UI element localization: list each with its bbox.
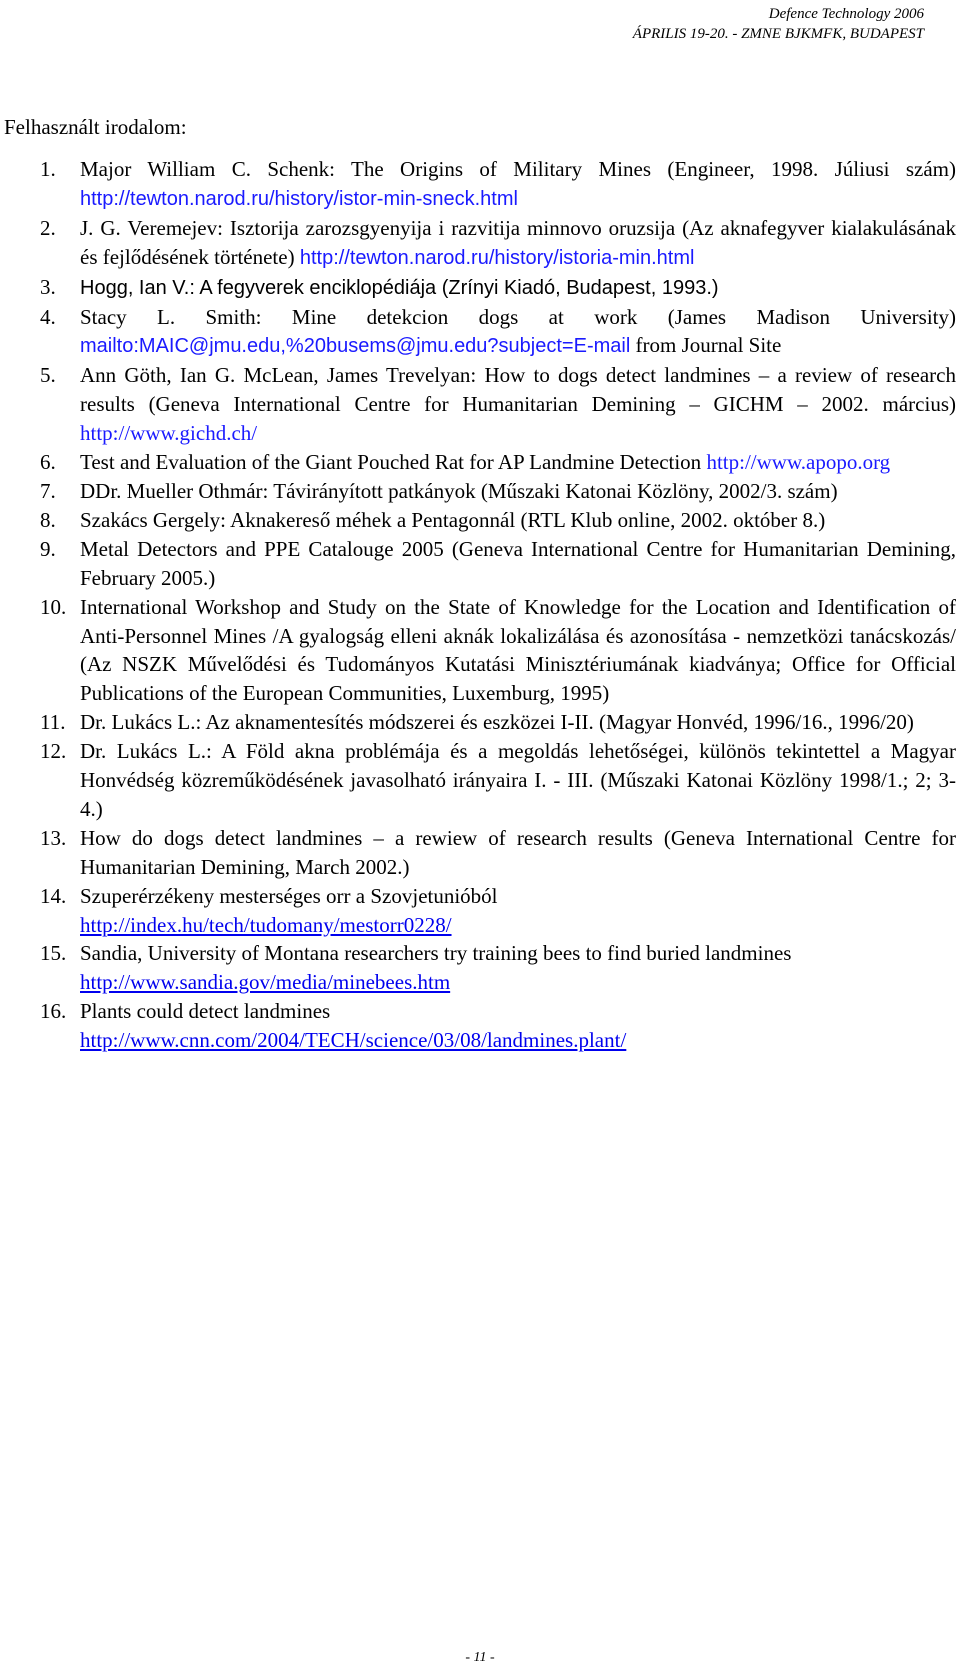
reference-number: 6.	[40, 450, 56, 475]
reference-item-16	[0, 997, 956, 1055]
reference-text: Hogg, Ian V.: A fegyverek enciklopédiája (Zrínyi Kiadó, Budapest, 1993.)	[80, 276, 719, 299]
reference-item-15	[0, 939, 956, 997]
reference-link[interactable]: http://www.apopo.org	[706, 450, 891, 475]
reference-link[interactable]: http://tewton.narod.ru/history/istor-min-sneck.html	[80, 187, 518, 210]
reference-text: DDr. Mueller Othmár: Távirányított patkányok (Műszaki Katonai Közlöny, 2002/3. szám)	[80, 478, 838, 503]
reference-item-11	[0, 708, 956, 737]
reference-item-9	[0, 535, 956, 593]
reference-number: 1.	[40, 157, 56, 181]
reference-text: J. G. Veremejev: Isztorija zarozsgyenyija i razvitija minnovo oruzsija (Az aknafegyver kialakulásának és fejlődésének története)	[80, 215, 956, 269]
reference-item-3	[0, 273, 956, 303]
reference-number: 16.	[40, 999, 67, 1024]
reference-number: 4.	[40, 304, 56, 329]
reference-link[interactable]: http://tewton.narod.ru/history/istoria-min.html	[299, 246, 695, 269]
reference-list	[0, 155, 956, 1055]
reference-number: 11.	[40, 710, 66, 735]
reference-item-2	[0, 214, 956, 273]
reference-item-12	[0, 737, 956, 824]
header-conference-date: ÁPRILIS 19-20. - ZMNE BJKMFK, BUDAPEST	[632, 26, 924, 42]
reference-item-8	[0, 506, 956, 535]
reference-text: Dr. Lukács L.: Az aknamentesítés módszerei és eszközei I-II. (Magyar Honvéd, 1996/16., 1996/20)	[80, 710, 914, 735]
reference-number: 9.	[40, 536, 56, 561]
header-conference-title: Defence Technology 2006	[768, 6, 924, 22]
reference-number: 15.	[40, 941, 67, 966]
references-heading: Felhasznált irodalom:	[4, 115, 187, 139]
reference-text: Stacy L. Smith: Mine detekcion dogs at work (James Madison University)	[80, 304, 956, 329]
reference-text: International Workshop and Study on the State of Knowledge for the Location and Identification of Anti-Personnel Mines /A gyalogság elleni aknák lokalizálása és azonosítása - nemzetközi tanácskozás/ (Az NSZK Művelődési és Tudományos Kutatási Minisztériumának kiadványa; Office for Official Publications of the European Communities, Luxemburg, 1995)	[80, 594, 956, 706]
reference-item-10	[0, 593, 956, 709]
reference-item-4	[0, 303, 956, 362]
reference-number: 13.	[40, 825, 67, 850]
reference-text: Metal Detectors and PPE Catalouge 2005 (Geneva International Centre for Humanitarian Demining, February 2005.)	[80, 536, 956, 590]
reference-link[interactable]: http://index.hu/tech/tudomany/mestorr0228/	[80, 912, 452, 937]
reference-text: Ann Göth, Ian G. McLean, James Trevelyan: How to dogs detect landmines – a review of research results (Geneva International Centre for Humanitarian Demining – GICHM – 2002. március)	[80, 363, 956, 417]
reference-text: Plants could detect landmines	[80, 999, 331, 1024]
reference-text: How do dogs detect landmines – a rewiew of research results (Geneva International Centre for Humanitarian Demining, March 2002.)	[80, 825, 956, 879]
reference-link[interactable]: http://www.cnn.com/2004/TECH/science/03/08/landmines.plant/	[80, 1028, 627, 1053]
reference-item-6	[0, 448, 956, 477]
reference-suffix: from Journal Site	[630, 333, 782, 358]
reference-text: Major William C. Schenk: The Origins of Military Mines (Engineer, 1998. Júliusi szám)	[80, 157, 956, 181]
reference-item-7	[0, 477, 956, 506]
page-number: - 11 -	[465, 1650, 495, 1665]
reference-link[interactable]: http://www.gichd.ch/	[80, 421, 258, 446]
reference-number: 8.	[40, 507, 56, 532]
reference-number: 7.	[40, 478, 56, 503]
reference-number: 2.	[40, 215, 56, 240]
reference-number: 12.	[40, 739, 67, 764]
reference-number: 3.	[40, 274, 56, 299]
reference-text: Sandia, University of Montana researchers try training bees to find buried landmines	[80, 941, 792, 966]
reference-link[interactable]: mailto:MAIC@jmu.edu,%20busems@jmu.edu?subject=E-mail	[80, 335, 631, 358]
reference-text: Szuperérzékeny mesterséges orr a Szovjetunióból	[80, 883, 498, 908]
reference-number: 5.	[40, 363, 56, 388]
reference-item-1	[0, 155, 956, 214]
reference-item-5	[0, 361, 956, 448]
running-header	[633, 4, 924, 44]
reference-text: Test and Evaluation of the Giant Pouched Rat for AP Landmine Detection	[80, 450, 707, 475]
reference-number: 14.	[40, 883, 67, 908]
reference-text: Dr. Lukács L.: A Föld akna problémája és a megoldás lehetőségei, különös tekintettel a Magyar Honvédség közreműködésének javasolható irányaira I. - III. (Műszaki Katonai Közlöny 1998/1.; 2; 3-4.)	[80, 739, 956, 821]
reference-number: 10.	[40, 594, 67, 619]
reference-link[interactable]: http://www.sandia.gov/media/minebees.htm	[80, 970, 451, 995]
reference-item-14	[0, 882, 956, 940]
reference-text: Szakács Gergely: Aknakereső méhek a Pentagonnál (RTL Klub online, 2002. október 8.)	[80, 507, 826, 532]
reference-item-13	[0, 824, 956, 882]
